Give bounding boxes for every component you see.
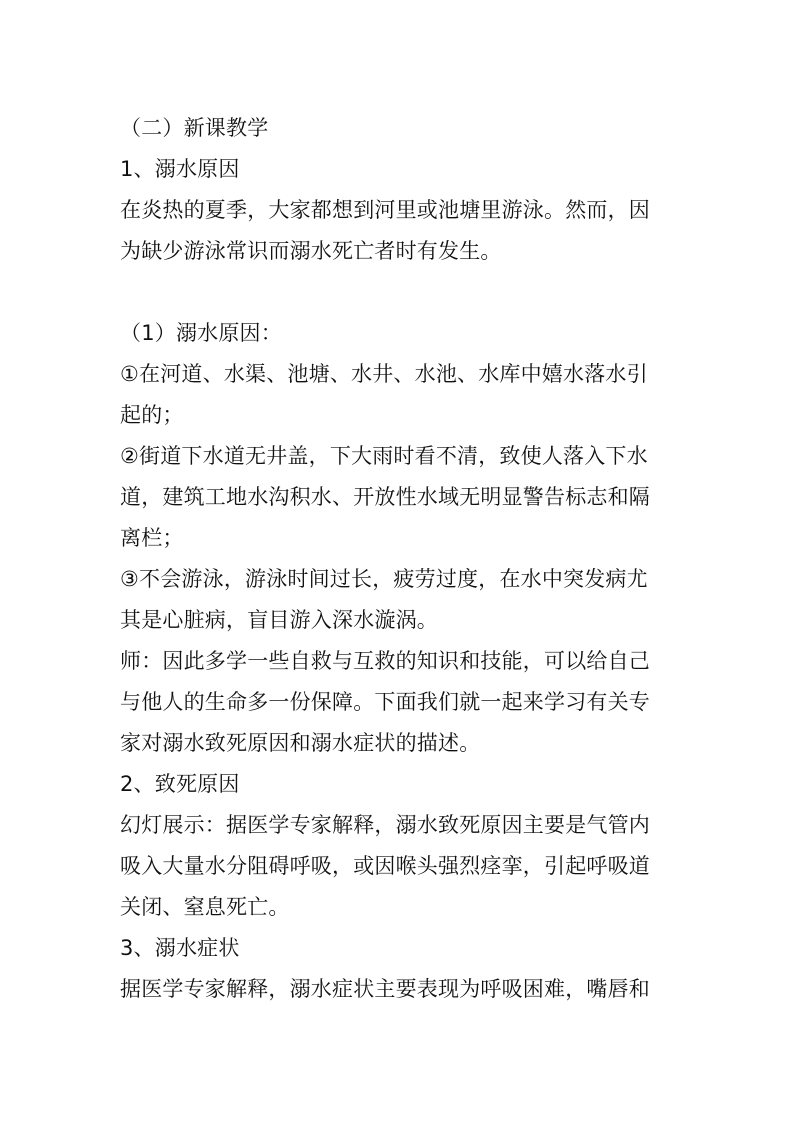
list-item-line: 其是心脏病，盲目游入深水漩涡。 — [120, 608, 438, 632]
list-item-line: 起的； — [120, 403, 184, 427]
document-body — [120, 108, 680, 1010]
blank-line — [120, 272, 680, 313]
paragraph-line: 据医学专家解释，溺水症状主要表现为呼吸困难，嘴唇和 — [120, 977, 650, 1001]
list-item-line: 道，建筑工地水沟积水、开放性水域无明显警告标志和隔 — [120, 485, 650, 509]
paragraph-line: 家对溺水致死原因和溺水症状的描述。 — [120, 731, 481, 755]
paragraph-line: 幻灯展示：据医学专家解释，溺水致死原因主要是气管内 — [120, 813, 650, 837]
subsection-heading: 2、致死原因 — [120, 772, 240, 796]
subsection-heading: 3、溺水症状 — [120, 936, 240, 960]
list-item-line: ③不会游泳，游泳时间过长，疲劳过度，在水中突发病尤 — [120, 567, 648, 591]
paragraph-line: 吸入大量水分阻碍呼吸，或因喉头强烈痉挛，引起呼吸道 — [120, 854, 650, 878]
list-item-line: ①在河道、水渠、池塘、水井、水池、水库中嬉水落水引 — [120, 362, 648, 386]
section-heading: （二）新课教学 — [120, 116, 269, 140]
paragraph-line: 在炎热的夏季，大家都想到河里或池塘里游泳。然而，因 — [120, 198, 650, 222]
paragraph-line: 师：因此多学一些自救与互救的知识和技能，可以给自己 — [120, 649, 650, 673]
list-item-line: 离栏； — [120, 526, 184, 550]
paragraph-line: 与他人的生命多一份保障。下面我们就一起来学习有关专 — [120, 690, 650, 714]
paragraph-line: 关闭、窒息死亡。 — [120, 895, 290, 919]
list-heading: （1）溺水原因： — [120, 321, 282, 345]
paragraph-line: 为缺少游泳常识而溺水死亡者时有发生。 — [120, 239, 502, 263]
list-item-line: ②街道下水道无井盖，下大雨时看不清，致使人落入下水 — [120, 444, 648, 468]
subsection-heading: 1、溺水原因 — [120, 157, 240, 181]
